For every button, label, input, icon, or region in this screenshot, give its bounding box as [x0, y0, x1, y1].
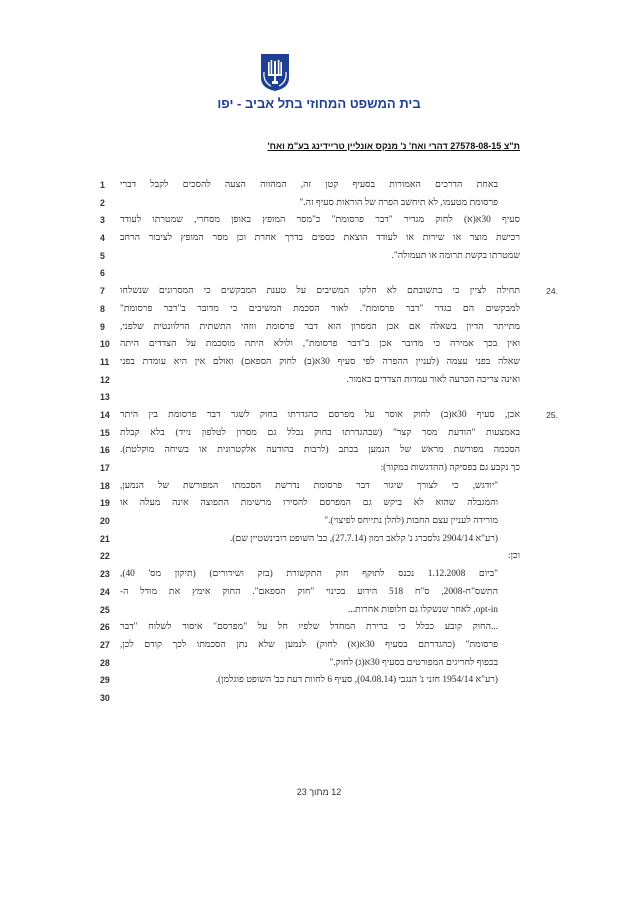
document-line — [0, 584, 638, 602]
line-text: והמגבלה שהוא לא ביקש גם המפרסם להסירו מרשימת התפוצה אינה מעלה או — [120, 498, 498, 509]
line-number: 17 — [100, 463, 110, 473]
line-text: פרסומת מטעמו, לא תיחשב הפרה של הוראות סעיף זה." — [299, 197, 498, 208]
line-text: "יודגש, כי לצורך שיגור דבר פרסומת נדרשת הסכמתו המפורשת של הנמען, — [120, 480, 498, 491]
line-number: 8 — [100, 303, 105, 314]
document-line — [0, 354, 638, 372]
line-number: 11 — [100, 356, 110, 367]
line-text: מתייתר הדיון בשאלה אם אכן המסרון הוא דבר פרסומת ווזהי התשתית הרלוונטית שלפני, — [120, 321, 520, 332]
line-text: הסכמה מפורשת מראש של הנמען בכתב (לרבות בהודעה אלקטרונית או בשיחה מוקלטת). — [120, 445, 520, 456]
line-number: 24 — [100, 586, 110, 597]
line-text: שמטרתו בקשת תרומה או תעמולה". — [391, 250, 520, 261]
document-line — [0, 265, 638, 283]
state-emblem-icon — [258, 52, 292, 92]
line-number: 10 — [100, 339, 110, 350]
line-number: 26 — [100, 622, 110, 633]
document-line — [0, 672, 638, 690]
document-line — [0, 248, 638, 266]
page-number: 12 מתוך 23 — [296, 787, 342, 797]
line-text: שאלה בפני עצמה (לעניין ההפרה לפי סעיף 30א(ב) לחוק הספאם) ואולם אין היא עומדת בפני — [120, 356, 520, 367]
document-line — [0, 336, 638, 354]
line-number: 3 — [100, 215, 105, 226]
document-line — [0, 655, 638, 673]
line-number: 25 — [100, 604, 110, 615]
line-number: 1 — [100, 180, 105, 190]
line-text: ואינה צריכה הכרעה לאור עמדות הצדדים כאמור. — [346, 374, 520, 385]
line-text: רכישת מוצר או שירות או לעודד הוצאת כספים בדרך אחרת וכן מסר המופץ לציבור הרחב — [120, 233, 520, 244]
document-line — [0, 442, 638, 460]
document-line — [0, 425, 638, 443]
line-text: ...החוק קובע ככלל כי ברירת המחדל שלפיו חל על "מפרסם" איסור לשלוח "דבר — [120, 622, 498, 633]
paragraph-number: 24. — [546, 286, 558, 297]
line-number: 23 — [100, 569, 110, 580]
document-line — [0, 478, 638, 496]
document-line — [0, 407, 638, 425]
document-line — [0, 230, 638, 248]
line-text: "ביום 1.12.2008 נכנס לתוקף חוק התקשורת (בזק ושידורים) (תיקון מס' 40), — [120, 569, 498, 580]
document-line — [0, 548, 638, 566]
line-number: 19 — [100, 498, 110, 509]
line-number: 4 — [100, 233, 105, 244]
line-text: (רע"א 1954/14 חזני נ' הנגבי (04.08.14), סעיף 6 לחוות דעת כב' השופט פוגלמן). — [215, 675, 498, 686]
line-text: מורידה לעניין עצם החבות (להלן נתייחס לפיצוי)." — [324, 516, 498, 527]
document-line — [0, 283, 638, 301]
case-title: ת"צ 27578-08-15 דהרי ואח' נ' מנקס אונליין טריידינג בע"מ ואח' — [267, 141, 520, 151]
document-line — [0, 319, 638, 337]
line-number: 9 — [100, 321, 105, 332]
line-text: וכן: — [508, 551, 520, 562]
line-number: 27 — [100, 639, 110, 650]
document-line — [0, 602, 638, 620]
document-line — [0, 619, 638, 637]
line-text: באחת הדרכים האמורות בסעיף קטן זה, המהווה הצעה להסכים לקבל דברי — [120, 180, 498, 190]
document-line — [0, 212, 638, 230]
document-line — [0, 513, 638, 531]
line-text: כך נקבע גם בפסיקה (ההדגשות במקור): — [380, 463, 520, 473]
document-line — [0, 566, 638, 584]
line-number: 29 — [100, 675, 110, 686]
line-text: תחילה לציין כי בתשובתם לא חלקו המשיבים על טענת המבקשים כי המסרונים שנשלחו — [120, 286, 520, 297]
document-line — [0, 372, 638, 390]
document-line — [0, 195, 638, 213]
line-number: 13 — [100, 392, 110, 403]
line-text: (רע"א 2904/14 גלסברג נ' קלאב רמון (27.7.14), כב' השופט רובינשטיין שם). — [229, 533, 498, 544]
line-text: פרסומת" (כהגדרתם בסעיף 30א(א) לחוק) לנמען שלא נתן הסכמתו לכך קודם לכן, — [120, 639, 498, 650]
line-number: 28 — [100, 657, 110, 668]
line-number: 12 — [100, 374, 110, 385]
document-line — [0, 690, 638, 708]
line-number: 22 — [100, 551, 110, 562]
court-name: בית המשפט המחוזי בתל אביב - יפו — [217, 96, 421, 111]
line-number: 7 — [100, 286, 105, 297]
line-number: 30 — [100, 692, 110, 703]
line-text: באמצעות "הודעת מסר קצר" (שבהגדרתו בחוק נכלל גם מסרון לטלפון נייד) בלא קבלת — [120, 427, 520, 438]
line-number: 21 — [100, 533, 110, 544]
line-text: למבקשים הם בגדר "דבר פרסומת". לאור הסכמת המשיבים כי מדובר ב"דבר פרסומת" — [120, 303, 520, 314]
document-line — [0, 177, 638, 195]
document-body — [0, 177, 638, 708]
document-line — [0, 389, 638, 407]
line-text: סעיף 30א(א) לחוק מגדיר "דבר פרסומת" כ"מסר המופץ באופן מסחרי, שמטרתו לעודד — [120, 215, 520, 226]
line-number: 20 — [100, 516, 110, 527]
line-text: opt-in, לאחר שנשקלו גם חלופות אחרות... — [348, 604, 498, 615]
document-line — [0, 495, 638, 513]
line-number: 2 — [100, 197, 105, 208]
document-line — [0, 531, 638, 549]
line-number: 6 — [100, 268, 105, 279]
document-line — [0, 460, 638, 478]
line-number: 15 — [100, 427, 110, 438]
document-line — [0, 301, 638, 319]
line-number: 5 — [100, 250, 105, 261]
line-number: 18 — [100, 480, 110, 491]
paragraph-number: 25. — [546, 409, 558, 420]
line-text: ואין בכך אמירה כי מדובר אכן ב"דבר פרסומת", ולולא היתה מוסכמת על הצדדים היתה — [120, 339, 520, 350]
line-number: 14 — [100, 409, 110, 420]
line-number: 16 — [100, 445, 110, 456]
line-text: אכן, סעיף 30א(ב) לחוק אוסר על מפרסם כהגדרתו בחוק לשגר דבר פרסומת בין היתר — [120, 409, 520, 420]
line-text: בכפוף לחריגים המפורטים בסעיף 30א(ג) לחוק." — [329, 657, 498, 668]
document-line — [0, 637, 638, 655]
line-text: התשס"ח-2008, ס"ח 518 הידוע בכינוי "חוק הספאם". החוק אימץ את מודל ה- — [120, 586, 498, 597]
